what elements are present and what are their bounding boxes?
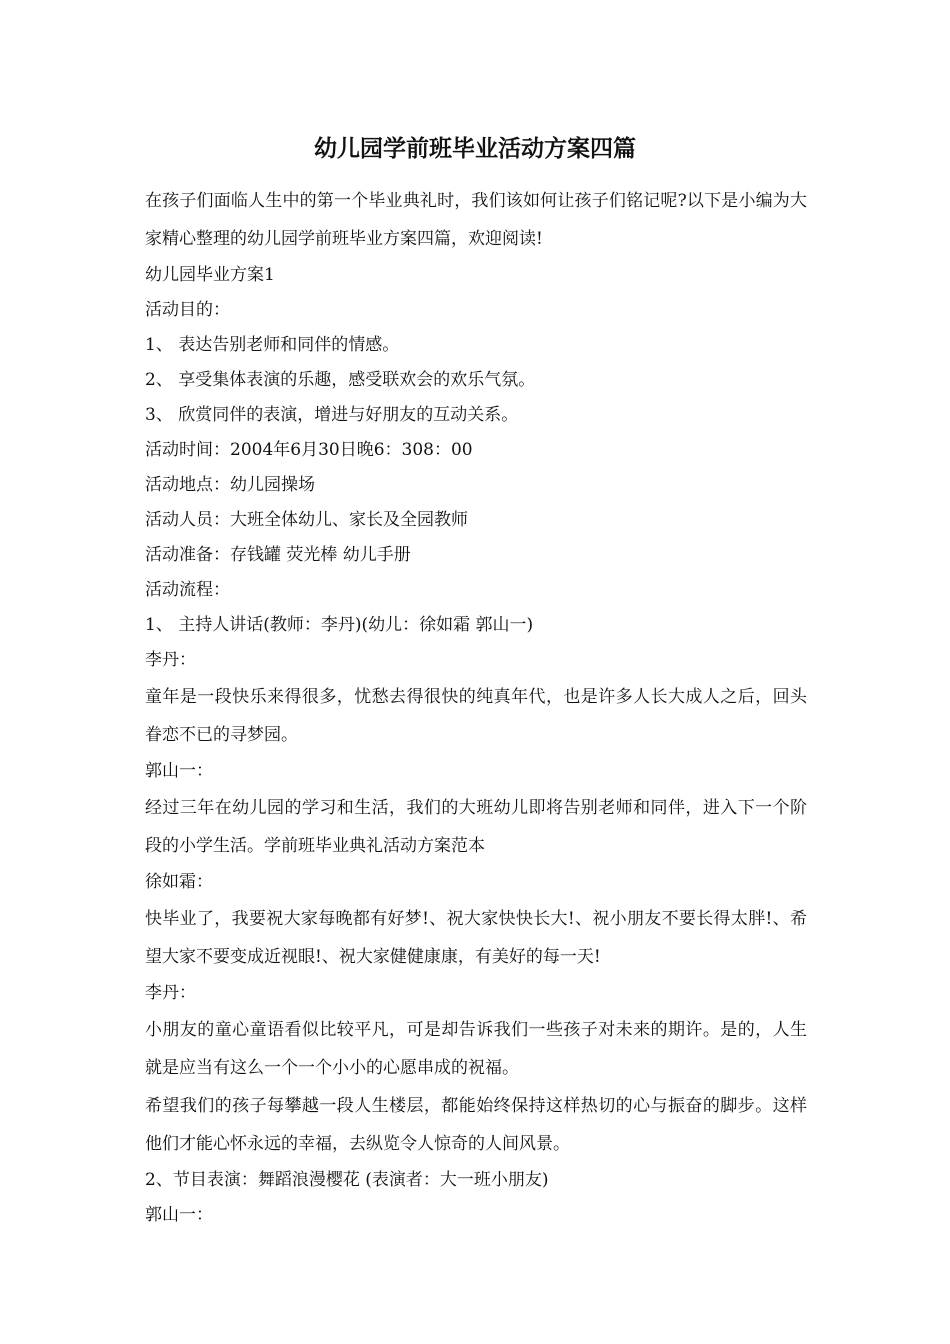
paragraph-time: 活动时间：2004年6月30日晚6：308：00 <box>145 440 473 460</box>
paragraph-speaker-guoshanyi: 郭山一： <box>145 761 213 781</box>
paragraph-purpose-3: 3、 欣赏同伴的表演，增进与好朋友的互动关系。 <box>145 405 519 425</box>
paragraph-preparation: 活动准备：存钱罐 荧光棒 幼儿手册 <box>145 545 411 565</box>
paragraph-purpose-1: 1、 表达告别老师和同伴的情感。 <box>145 335 400 355</box>
paragraph-location: 活动地点：幼儿园操场 <box>145 475 315 495</box>
paragraph-intro: 在孩子们面临人生中的第一个毕业典礼时，我们该如何让孩子们铭记呢?以下是小编为大家精心整理的幼儿园学前班毕业方案四篇，欢迎阅读! <box>145 191 807 249</box>
paragraph-participants: 活动人员：大班全体幼儿、家长及全园教师 <box>145 510 468 530</box>
document-title: 幼儿园学前班毕业活动方案四篇 <box>314 135 636 162</box>
paragraph-plan-heading: 幼儿园毕业方案1 <box>145 265 275 285</box>
paragraph-purpose-label: 活动目的： <box>145 300 230 320</box>
paragraph-xurushuang-speech: 快毕业了，我要祝大家每晚都有好梦!、祝大家快快长大!、祝小朋友不要长得太胖!、希望大家不要变成近视眼!、祝大家健健康康，有美好的每一天! <box>145 909 807 967</box>
paragraph-lidan-speech-3: 希望我们的孩子每攀越一段人生楼层，都能始终保持这样热切的心与振奋的脚步。这样他们才能心怀永远的幸福，去纵览令人惊奇的人间风景。 <box>145 1096 807 1154</box>
paragraph-speaker-xurushuang: 徐如霜： <box>145 872 213 892</box>
paragraph-performance: 2、节目表演：舞蹈浪漫樱花 (表演者：大一班小朋友) <box>145 1170 549 1190</box>
paragraph-lidan-speech-1: 童年是一段快乐来得很多，忧愁去得很快的纯真年代，也是许多人长大成人之后，回头眷恋不已的寻梦园。 <box>145 687 807 745</box>
document-body <box>145 182 807 1233</box>
paragraph-speaker-lidan: 李丹： <box>145 650 196 670</box>
paragraph-guoshanyi-speech-1: 经过三年在幼儿园的学习和生活，我们的大班幼儿即将告别老师和同伴，进入下一个阶段的小学生活。学前班毕业典礼活动方案范本 <box>145 798 807 856</box>
paragraph-speaker-lidan-2: 李丹： <box>145 983 196 1003</box>
paragraph-host-speech: 1、 主持人讲话(教师：李丹)(幼儿：徐如霜 郭山一) <box>145 615 534 635</box>
paragraph-lidan-speech-2: 小朋友的童心童语看似比较平凡，可是却告诉我们一些孩子对未来的期许。是的，人生就是应当有这么一个一个小小的心愿串成的祝福。 <box>145 1020 807 1078</box>
paragraph-purpose-2: 2、 享受集体表演的乐趣，感受联欢会的欢乐气氛。 <box>145 370 536 390</box>
paragraph-process-label: 活动流程： <box>145 580 230 600</box>
paragraph-speaker-guoshanyi-2: 郭山一： <box>145 1205 213 1225</box>
